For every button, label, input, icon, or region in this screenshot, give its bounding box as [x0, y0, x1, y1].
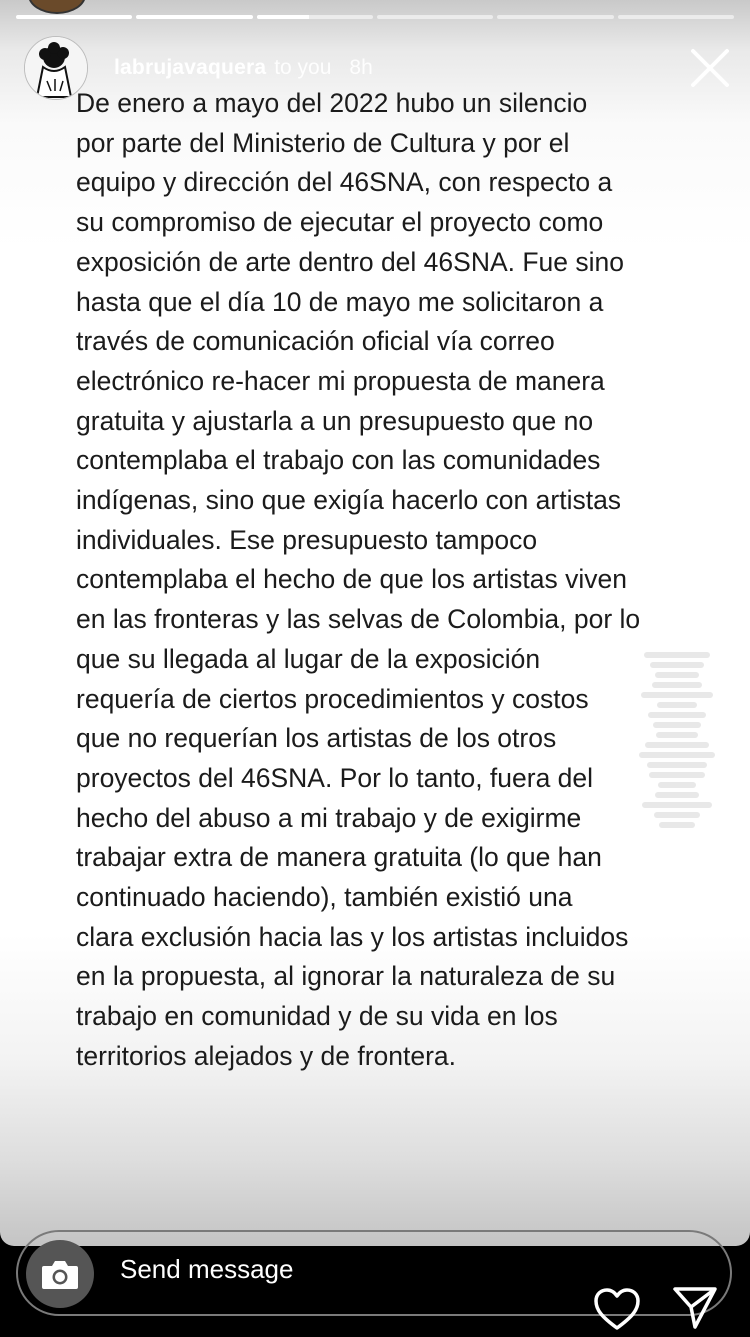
send-button[interactable]	[670, 1284, 720, 1330]
story-text-line: exposición de arte dentro del 46SNA. Fue sino	[76, 246, 624, 277]
progress-segment-fill	[257, 15, 309, 19]
story-username[interactable]: labrujavaquera	[114, 56, 267, 79]
progress-segment-fill	[16, 15, 132, 19]
story-timestamp: 8h	[349, 56, 373, 79]
story-text-line: indígenas, sino que exigía hacerlo con artistas	[76, 485, 622, 516]
previous-story-avatar	[28, 0, 86, 14]
story-text-line: electrónico re-hacer mi propuesta de manera	[76, 365, 605, 396]
story-text-line: clara exclusión hacia las y los artistas incluidos	[76, 921, 629, 952]
story-text-line: proyectos del 46SNA. Por lo tanto, fuera del	[76, 762, 594, 793]
story-text-line: través de comunicación oficial vía correo	[76, 326, 555, 357]
progress-segment	[497, 15, 613, 19]
story-text-line: De enero a mayo del 2022 hubo un silencio	[76, 88, 588, 118]
story-text-line: que no requerían los artistas de los otros	[76, 723, 557, 754]
story-text-line: por parte del Ministerio de Cultura y por el	[76, 127, 570, 158]
story-text-line: hecho del abuso a mi trabajo y de exigirme	[76, 802, 582, 833]
story-text-line: hasta que el día 10 de mayo me solicitaron a	[76, 286, 604, 317]
story-text-line: en las fronteras y las selvas de Colombia, por lo	[76, 604, 641, 635]
story-text-line: trabajo en comunidad y de su vida en los	[76, 1001, 558, 1032]
story-text-line: contemplaba el trabajo con las comunidades	[76, 445, 601, 476]
camera-button[interactable]	[26, 1240, 94, 1308]
progress-segment	[257, 15, 373, 19]
progress-segment	[136, 15, 252, 19]
story-text-line: que su llegada al lugar de la exposición	[76, 643, 541, 674]
progress-segment	[618, 15, 734, 19]
story-text-line: equipo y dirección del 46SNA, con respecto a	[76, 167, 613, 198]
camera-icon	[40, 1257, 80, 1291]
send-message-input[interactable]: Send message	[120, 1254, 294, 1284]
progress-segment	[377, 15, 493, 19]
like-button[interactable]	[592, 1286, 642, 1332]
story-text-line: gratuita y ajustarla a un presupuesto que no	[76, 405, 594, 436]
heart-icon	[592, 1286, 642, 1332]
story-text-line: territorios alejados y de frontera.	[76, 1040, 457, 1071]
story-text-line: en la propuesta, al ignorar la naturaleza de su	[76, 961, 616, 992]
send-icon	[670, 1284, 720, 1330]
progress-segment-fill	[136, 15, 252, 19]
story-text-line: continuado haciendo), también existió una	[76, 882, 573, 913]
story-text-line: su compromiso de ejecutar el proyecto como	[76, 207, 604, 238]
progress-segment	[16, 15, 132, 19]
story-progress-bar	[16, 15, 734, 19]
story-text	[76, 84, 716, 1077]
recipient-label: to you	[274, 56, 332, 79]
story-text-line: contemplaba el hecho de que los artistas viven	[76, 564, 627, 595]
story-text-line: trabajar extra de manera gratuita (lo que han	[76, 842, 602, 873]
story-text-line: individuales. Ese presupuesto tampoco	[76, 524, 538, 555]
story-text-line: requería de ciertos procedimientos y costos	[76, 683, 589, 714]
faded-watermark-list	[636, 648, 718, 870]
